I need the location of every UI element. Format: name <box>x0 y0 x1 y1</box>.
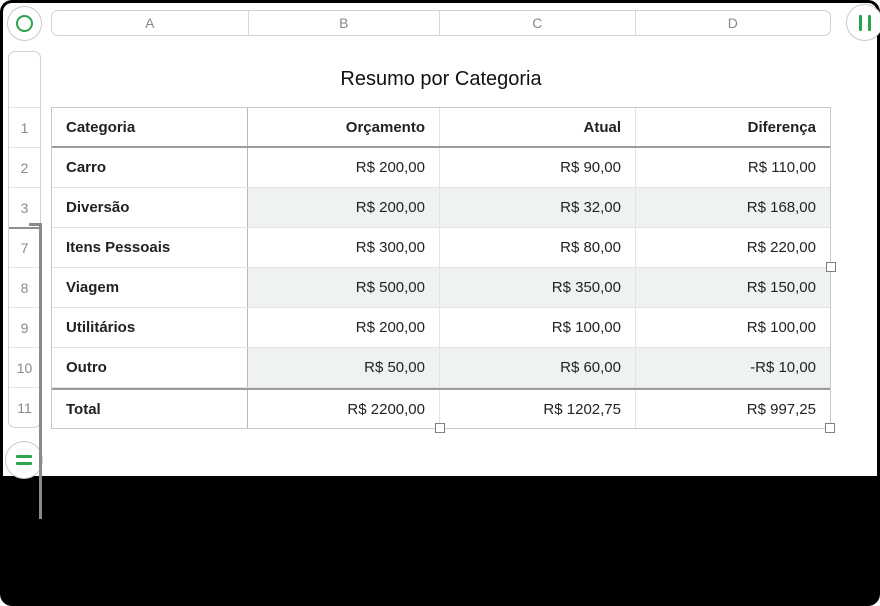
table-row-total <box>52 388 830 428</box>
circle-icon <box>16 15 33 32</box>
header-cell-orcamento[interactable]: Orçamento <box>248 108 440 146</box>
row-header-1[interactable]: 1 <box>9 107 40 147</box>
add-column-icon <box>868 15 871 31</box>
category-cell[interactable]: Itens Pessoais <box>52 228 248 267</box>
column-header-c[interactable]: C <box>440 11 636 35</box>
value-cell[interactable]: R$ 200,00 <box>248 308 440 347</box>
category-cell[interactable]: Carro <box>52 148 248 187</box>
table-resize-handle-bottom[interactable] <box>435 423 445 433</box>
total-value-cell[interactable]: R$ 2200,00 <box>248 390 440 428</box>
add-column-icon <box>859 15 862 31</box>
table-row-viagem <box>52 268 830 308</box>
header-cell-atual[interactable]: Atual <box>440 108 636 146</box>
column-header-bar <box>51 10 831 36</box>
table-resize-handle-right[interactable] <box>826 262 836 272</box>
table-title[interactable]: Resumo por Categoria <box>340 67 542 90</box>
row-header-2[interactable]: 2 <box>9 147 40 187</box>
value-cell[interactable]: R$ 350,00 <box>440 268 636 307</box>
category-cell[interactable]: Outro <box>52 348 248 387</box>
column-header-d[interactable]: D <box>727 15 738 31</box>
row-header-7[interactable]: 7 <box>9 227 40 267</box>
value-cell[interactable]: R$ 50,00 <box>248 348 440 387</box>
table-resize-handle-corner[interactable] <box>825 423 835 433</box>
header-cell-diferenca[interactable]: Diferença <box>747 118 816 136</box>
category-cell[interactable]: Diversão <box>52 188 248 227</box>
add-row-button[interactable] <box>5 441 43 479</box>
total-label-cell[interactable]: Total <box>52 390 248 428</box>
table-row-outro <box>52 348 830 388</box>
total-value-cell[interactable]: R$ 1202,75 <box>440 390 636 428</box>
budget-table <box>51 107 831 429</box>
row-header-9[interactable]: 9 <box>9 307 40 347</box>
table-row-utilitarios <box>52 308 830 348</box>
hidden-rows-callout-line <box>39 223 42 519</box>
row-header-8[interactable]: 8 <box>9 267 40 307</box>
table-row-itens-pessoais <box>52 228 830 268</box>
value-cell[interactable]: R$ 90,00 <box>440 148 636 187</box>
table-header-row <box>52 108 830 148</box>
value-cell[interactable]: R$ 60,00 <box>440 348 636 387</box>
value-cell[interactable]: R$ 200,00 <box>248 188 440 227</box>
row-header-10[interactable]: 10 <box>9 347 40 387</box>
value-cell[interactable]: R$ 32,00 <box>440 188 636 227</box>
value-cell[interactable]: R$ 100,00 <box>440 308 636 347</box>
category-cell[interactable]: Utilitários <box>52 308 248 347</box>
row-header-blank[interactable] <box>9 52 40 107</box>
header-cell-categoria[interactable]: Categoria <box>52 108 248 146</box>
column-header-a[interactable]: A <box>52 11 249 35</box>
total-value-cell[interactable]: R$ 997,25 <box>746 400 816 418</box>
value-cell[interactable]: R$ 150,00 <box>636 268 830 307</box>
value-cell[interactable]: R$ 80,00 <box>440 228 636 267</box>
value-cell[interactable]: R$ 220,00 <box>746 239 816 256</box>
category-cell[interactable]: Viagem <box>52 268 248 307</box>
value-cell[interactable]: R$ 110,00 <box>747 159 816 176</box>
add-row-icon <box>16 455 32 458</box>
add-column-button[interactable] <box>846 4 880 41</box>
add-row-icon <box>16 462 32 465</box>
value-cell[interactable]: R$ 100,00 <box>746 319 816 336</box>
value-cell[interactable]: R$ 200,00 <box>248 148 440 187</box>
select-table-button[interactable] <box>7 6 42 41</box>
spreadsheet-canvas <box>3 3 877 476</box>
value-cell[interactable]: R$ 500,00 <box>248 268 440 307</box>
table-row-diversao <box>52 188 830 228</box>
row-header-bar <box>8 51 41 428</box>
row-header-3[interactable]: 3 <box>9 187 40 227</box>
value-cell[interactable]: R$ 168,00 <box>636 188 830 227</box>
table-row-carro <box>52 148 830 188</box>
value-cell[interactable]: -R$ 10,00 <box>636 348 830 387</box>
value-cell[interactable]: R$ 300,00 <box>248 228 440 267</box>
row-header-11[interactable]: 11 <box>9 387 40 427</box>
column-header-b[interactable]: B <box>249 11 441 35</box>
